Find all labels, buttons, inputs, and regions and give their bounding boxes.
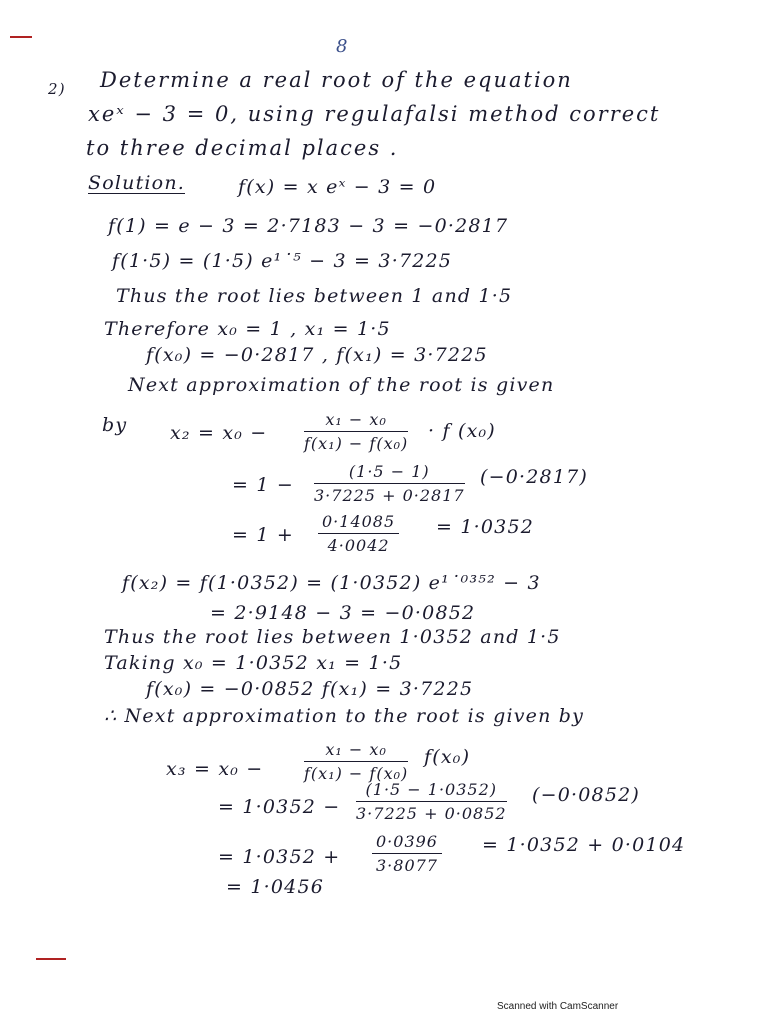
x3-fraction-numerator: x₁ − x₀	[304, 740, 408, 762]
step3-fraction	[356, 780, 507, 823]
root-between-1-and-1-5: Thus the root lies between 1 and 1·5	[116, 285, 513, 307]
step3-rhs: (−0·0852)	[532, 784, 641, 806]
step2-fraction	[318, 512, 399, 555]
step3-lhs: = 1·0352 −	[218, 796, 341, 818]
step1-numerator: (1·5 − 1)	[314, 462, 465, 484]
initial-values: Therefore x₀ = 1 , x₁ = 1·5	[104, 318, 391, 340]
function-definition: f(x) = x eˣ − 3 = 0	[238, 176, 437, 198]
by-label: by	[102, 414, 128, 436]
second-initial-values: Taking x₀ = 1·0352 x₁ = 1·5	[104, 652, 403, 674]
question-number: 2)	[48, 80, 66, 98]
step4-fraction	[372, 832, 442, 875]
second-function-values: f(x₀) = −0·0852 f(x₁) = 3·7225	[146, 678, 474, 700]
x2-formula-rhs: · f (x₀)	[428, 420, 496, 442]
step4-lhs: = 1·0352 +	[218, 846, 341, 868]
page-number: 8	[336, 36, 348, 57]
next-approximation-text-2: ∴ Next approximation to the root is given by	[104, 705, 585, 727]
problem-line-1: Determine a real root of the equation	[100, 68, 573, 92]
x2-fraction-numerator: x₁ − x₀	[304, 410, 408, 432]
step3-numerator: (1·5 − 1·0352)	[356, 780, 507, 802]
x3-formula-rhs: f(x₀)	[424, 746, 471, 768]
x2-fraction-denominator: f(x₁) − f(x₀)	[304, 434, 409, 453]
step2-denominator: 4·0042	[327, 536, 390, 555]
red-margin-mark-top	[10, 36, 32, 38]
step2-numerator: 0·14085	[318, 512, 399, 534]
step1-fraction	[314, 462, 465, 505]
x2-formula-lhs: x₂ = x₀ −	[170, 422, 268, 444]
problem-line-2: xeˣ − 3 = 0, using regulafalsi method correct	[88, 102, 661, 126]
x3-formula-lhs: x₃ = x₀ −	[166, 758, 264, 780]
f-of-1-5: f(1·5) = (1·5) e¹˙⁵ − 3 = 3·7225	[112, 250, 453, 272]
solution-heading: Solution.	[88, 172, 185, 194]
step2-result: = 1·0352	[436, 516, 535, 538]
initial-function-values: f(x₀) = −0·2817 , f(x₁) = 3·7225	[146, 344, 488, 366]
step4-result: = 1·0352 + 0·0104	[482, 834, 686, 856]
f-of-x2: f(x₂) = f(1·0352) = (1·0352) e¹˙⁰³⁵² − 3	[122, 572, 541, 594]
f-of-1: f(1) = e − 3 = 2·7183 − 3 = −0·2817	[108, 215, 509, 237]
step2-lhs: = 1 +	[232, 524, 295, 546]
x3-formula-fraction	[304, 740, 408, 783]
step4-numerator: 0·0396	[372, 832, 442, 854]
red-margin-mark-bottom	[36, 958, 66, 960]
problem-line-3: to three decimal places .	[86, 136, 399, 160]
final-answer: = 1·0456	[226, 876, 325, 898]
step1-rhs: (−0·2817)	[480, 466, 589, 488]
next-approximation-text-1: Next approximation of the root is given	[128, 374, 555, 396]
x3-fraction-denominator: f(x₁) − f(x₀)	[304, 764, 409, 783]
root-between-1-0352-and-1-5: Thus the root lies between 1·0352 and 1·5	[104, 626, 561, 648]
step4-denominator: 3·8077	[376, 856, 438, 875]
x2-formula-fraction	[304, 410, 408, 453]
step1-denominator: 3·7225 + 0·2817	[314, 486, 465, 505]
step1-lhs: = 1 −	[232, 474, 295, 496]
scanner-watermark: Scanned with CamScanner	[497, 1001, 619, 1012]
step3-denominator: 3·7225 + 0·0852	[356, 804, 507, 823]
f-of-x2-value: = 2·9148 − 3 = −0·0852	[210, 602, 476, 624]
